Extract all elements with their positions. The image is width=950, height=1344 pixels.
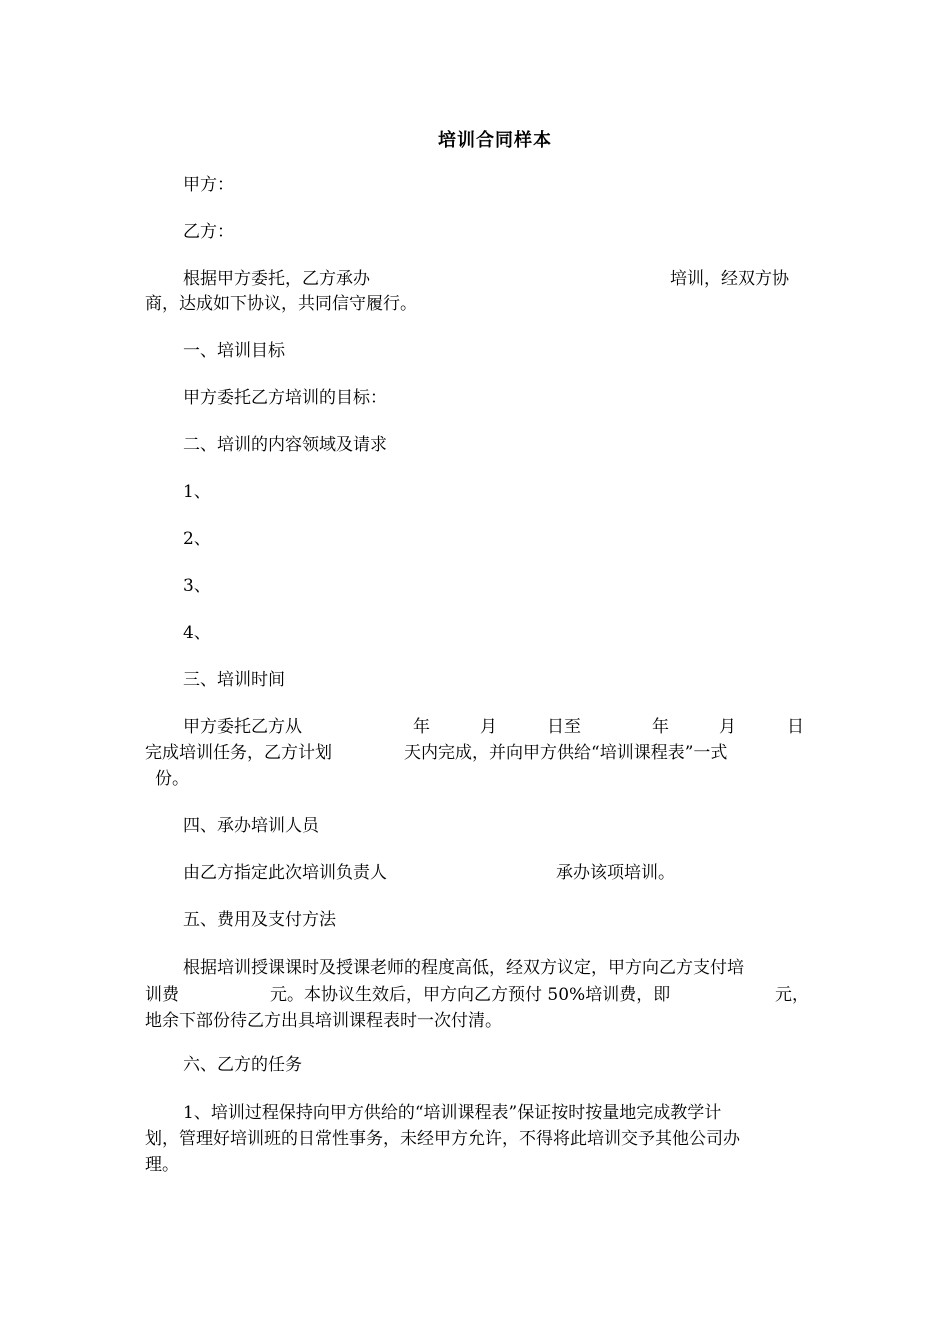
section6-item1-line1: 1、培训过程保持向甲方供给的“培训课程表”保证按时按量地完成教学计 — [183, 1103, 722, 1123]
section1-text: 甲方委托乙方培训的目标： — [183, 388, 387, 408]
section6-heading: 六、乙方的任务 — [183, 1055, 302, 1075]
section3-line2-start: 完成培训任务，乙方计划 — [145, 743, 332, 763]
section2-item: 3、 — [183, 576, 211, 596]
intro-text-line2: 商，达成如下协议，共同信守履行。 — [145, 294, 417, 314]
section2-item: 1、 — [183, 482, 211, 502]
section6-item1-line2: 划，管理好培训班的日常性事务，未经甲方允许，不得将此培训交予其他公司办 — [145, 1129, 740, 1149]
section3-day2: 日 — [787, 717, 804, 737]
intro-text-start: 根据甲方委托，乙方承办 — [183, 269, 370, 289]
section2-heading: 二、培训的内容领域及请求 — [183, 435, 387, 455]
section6-item1-line3: 理。 — [145, 1155, 179, 1175]
section2-item: 4、 — [183, 623, 211, 643]
section4-text-start: 由乙方指定此次培训负责人 — [183, 863, 387, 883]
section3-from: 甲方委托乙方从 — [183, 717, 302, 737]
section3-line3: 份。 — [155, 769, 189, 789]
section1-heading: 一、培训目标 — [183, 341, 285, 361]
section4-text-end: 承办该项培训。 — [556, 863, 675, 883]
section3-year1: 年 — [413, 717, 430, 737]
section5-line2-start: 训费 — [145, 985, 179, 1005]
section3-month1: 月 — [480, 717, 497, 737]
section2-item: 2、 — [183, 529, 211, 549]
section3-day-to: 日至 — [547, 717, 581, 737]
intro-text-end: 培训，经双方协 — [670, 269, 789, 289]
section5-heading: 五、费用及支付方法 — [183, 910, 336, 930]
section5-line1: 根据培训授课课时及授课老师的程度高低，经双方议定，甲方向乙方支付培 — [183, 958, 744, 978]
party-a-label: 甲方： — [183, 175, 234, 195]
section3-line2-end: 天内完成，并向甲方供给“培训课程表”一式 — [404, 743, 728, 763]
section3-heading: 三、培训时间 — [183, 670, 285, 690]
section4-heading: 四、承办培训人员 — [183, 816, 319, 836]
section5-line2-end: 元， — [775, 985, 809, 1005]
section5-line3: 地余下部份待乙方出具培训课程表时一次付清。 — [145, 1011, 502, 1031]
party-b-label: 乙方： — [183, 222, 234, 242]
section3-month2: 月 — [719, 717, 736, 737]
page-title: 培训合同样本 — [438, 130, 552, 151]
section3-year2: 年 — [652, 717, 669, 737]
section5-line2-middle: 元。本协议生效后，甲方向乙方预付 50%培训费，即 — [270, 985, 671, 1005]
